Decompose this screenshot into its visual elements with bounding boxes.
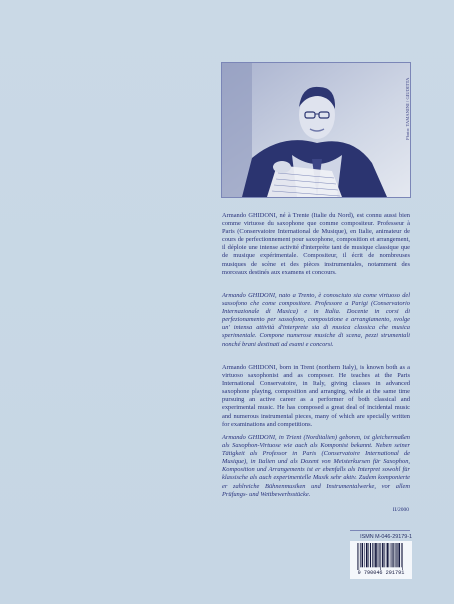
barcode-bar <box>363 543 364 567</box>
barcode-bar <box>377 543 378 567</box>
biography-german: Armando GHIDONI, in Trient (Norditalien) geboren, ist gleichermaßen als Saxophon-Virtuose wie auch als Komponist bekannt. Neben seiner Tätigkeit als Professor in Paris (Conservatoire International de Musique), in Italien und als Dozent von Meisterkursen für Saxophon, Komposition und Arrangements ist er ebenfalls als Interpret sowohl für klassische als auch experimentelle Musik sehr aktiv. Zudem komponierte er zahlreiche Bühnenmusiken und Instrumentalwerke, vor allem Prüfungs- und Wettbewerbsstücke. <box>222 434 410 498</box>
barcode-bar <box>367 543 368 567</box>
barcode-bar <box>402 543 403 570</box>
portrait-image <box>222 63 410 197</box>
barcode-bar <box>398 543 399 567</box>
barcode-bar <box>373 543 374 567</box>
barcode-bar <box>380 543 381 570</box>
barcode-bar <box>396 543 397 567</box>
barcode-bar <box>374 543 375 567</box>
biography-french: Armando GHIDONI, né à Trente (Italie du Nord), est connu aussi bien comme virtuose du saxophone que comme compositeur. Professeur à Paris (Conservatoire International de Musique), en Italie, animateur de cours de perfectionnement pour saxophone, composition et arrangement, il déploie une intense activité d'interprète tant de musique classique que de musique expérimentale. Compositeur, il écrit de nombreuses musiques de scène et des pièces instrumentales, notamment des morceaux destinés aux examens et concours. <box>222 212 410 276</box>
barcode-bar <box>386 543 387 567</box>
barcode-bar <box>379 543 380 567</box>
barcode-bar <box>370 543 371 567</box>
barcode-bar <box>360 543 361 567</box>
barcode-bar <box>376 543 377 567</box>
barcode-bar <box>359 543 360 570</box>
barcode-bar <box>393 543 394 567</box>
barcode-bar <box>378 543 379 567</box>
biography-italian: Armando GHIDONI, nato a Trento, è conosciuto sia come virtuoso del sassofono che come compositore. Professore a Parigi (Conservatorio Internazionale di Musica) e in Italia. Docente in corsi di perfezionamento per sassofono, composizione e arrangiamento, svolge un' intensa attività d'interprete sia di musica classica che musica sperimentale. Compone numerose musiche di scena, pezzi strumentali nonché brani destinati ad esami e concorsi. <box>222 292 410 348</box>
barcode-bar <box>362 543 363 567</box>
barcode-bar <box>397 543 398 567</box>
barcode-icon <box>354 543 408 570</box>
barcode-bar <box>388 543 389 567</box>
barcode-bar <box>383 543 384 567</box>
divider <box>350 530 410 531</box>
biography-english: Armando GHIDONI, born in Trent (northern Italy), is known both as a virtuoso saxophonist and as composer. He teaches at the Paris International Conservatoire, in Italy, giving classes in advanced saxophone playing, composition and arranging, while at the same time pursuing an active career as a performer of both classical and experimental music. He has composed a great deal of incidental music and numerous instrumental pieces, many of which are specially written for examinations and competitions. <box>222 364 410 428</box>
barcode-bar <box>366 543 367 567</box>
barcode-bar <box>376 543 377 567</box>
photo-credit: Photo: TAMANINI / GIUDITTA <box>405 77 410 140</box>
barcode-bar <box>392 543 393 567</box>
barcode-bar <box>370 543 371 567</box>
barcode-bar <box>399 543 400 567</box>
barcode-digits: 9 790046 291791 <box>357 570 405 576</box>
portrait-photo <box>221 62 411 198</box>
barcode-bar <box>399 543 400 567</box>
barcode-bar <box>390 543 391 567</box>
edition-code: II/2000 <box>392 507 409 513</box>
barcode-bar <box>364 543 365 567</box>
barcode-bar <box>372 543 373 567</box>
barcode <box>350 541 412 579</box>
barcode-bar <box>382 543 383 567</box>
ismn-number: ISMN M-046-29179-1 <box>360 534 412 540</box>
barcode-bar <box>382 543 383 567</box>
barcode-bar <box>395 543 396 567</box>
barcode-bar <box>394 543 395 567</box>
barcode-bar <box>367 543 368 567</box>
barcode-bar <box>361 543 362 567</box>
barcode-bar <box>375 543 376 567</box>
barcode-bar <box>392 543 393 567</box>
barcode-bar <box>357 543 358 570</box>
barcode-bar <box>368 543 369 567</box>
barcode-bar <box>401 543 402 567</box>
barcode-bar <box>384 543 385 567</box>
barcode-bar <box>388 543 389 567</box>
barcode-bar <box>387 543 388 567</box>
